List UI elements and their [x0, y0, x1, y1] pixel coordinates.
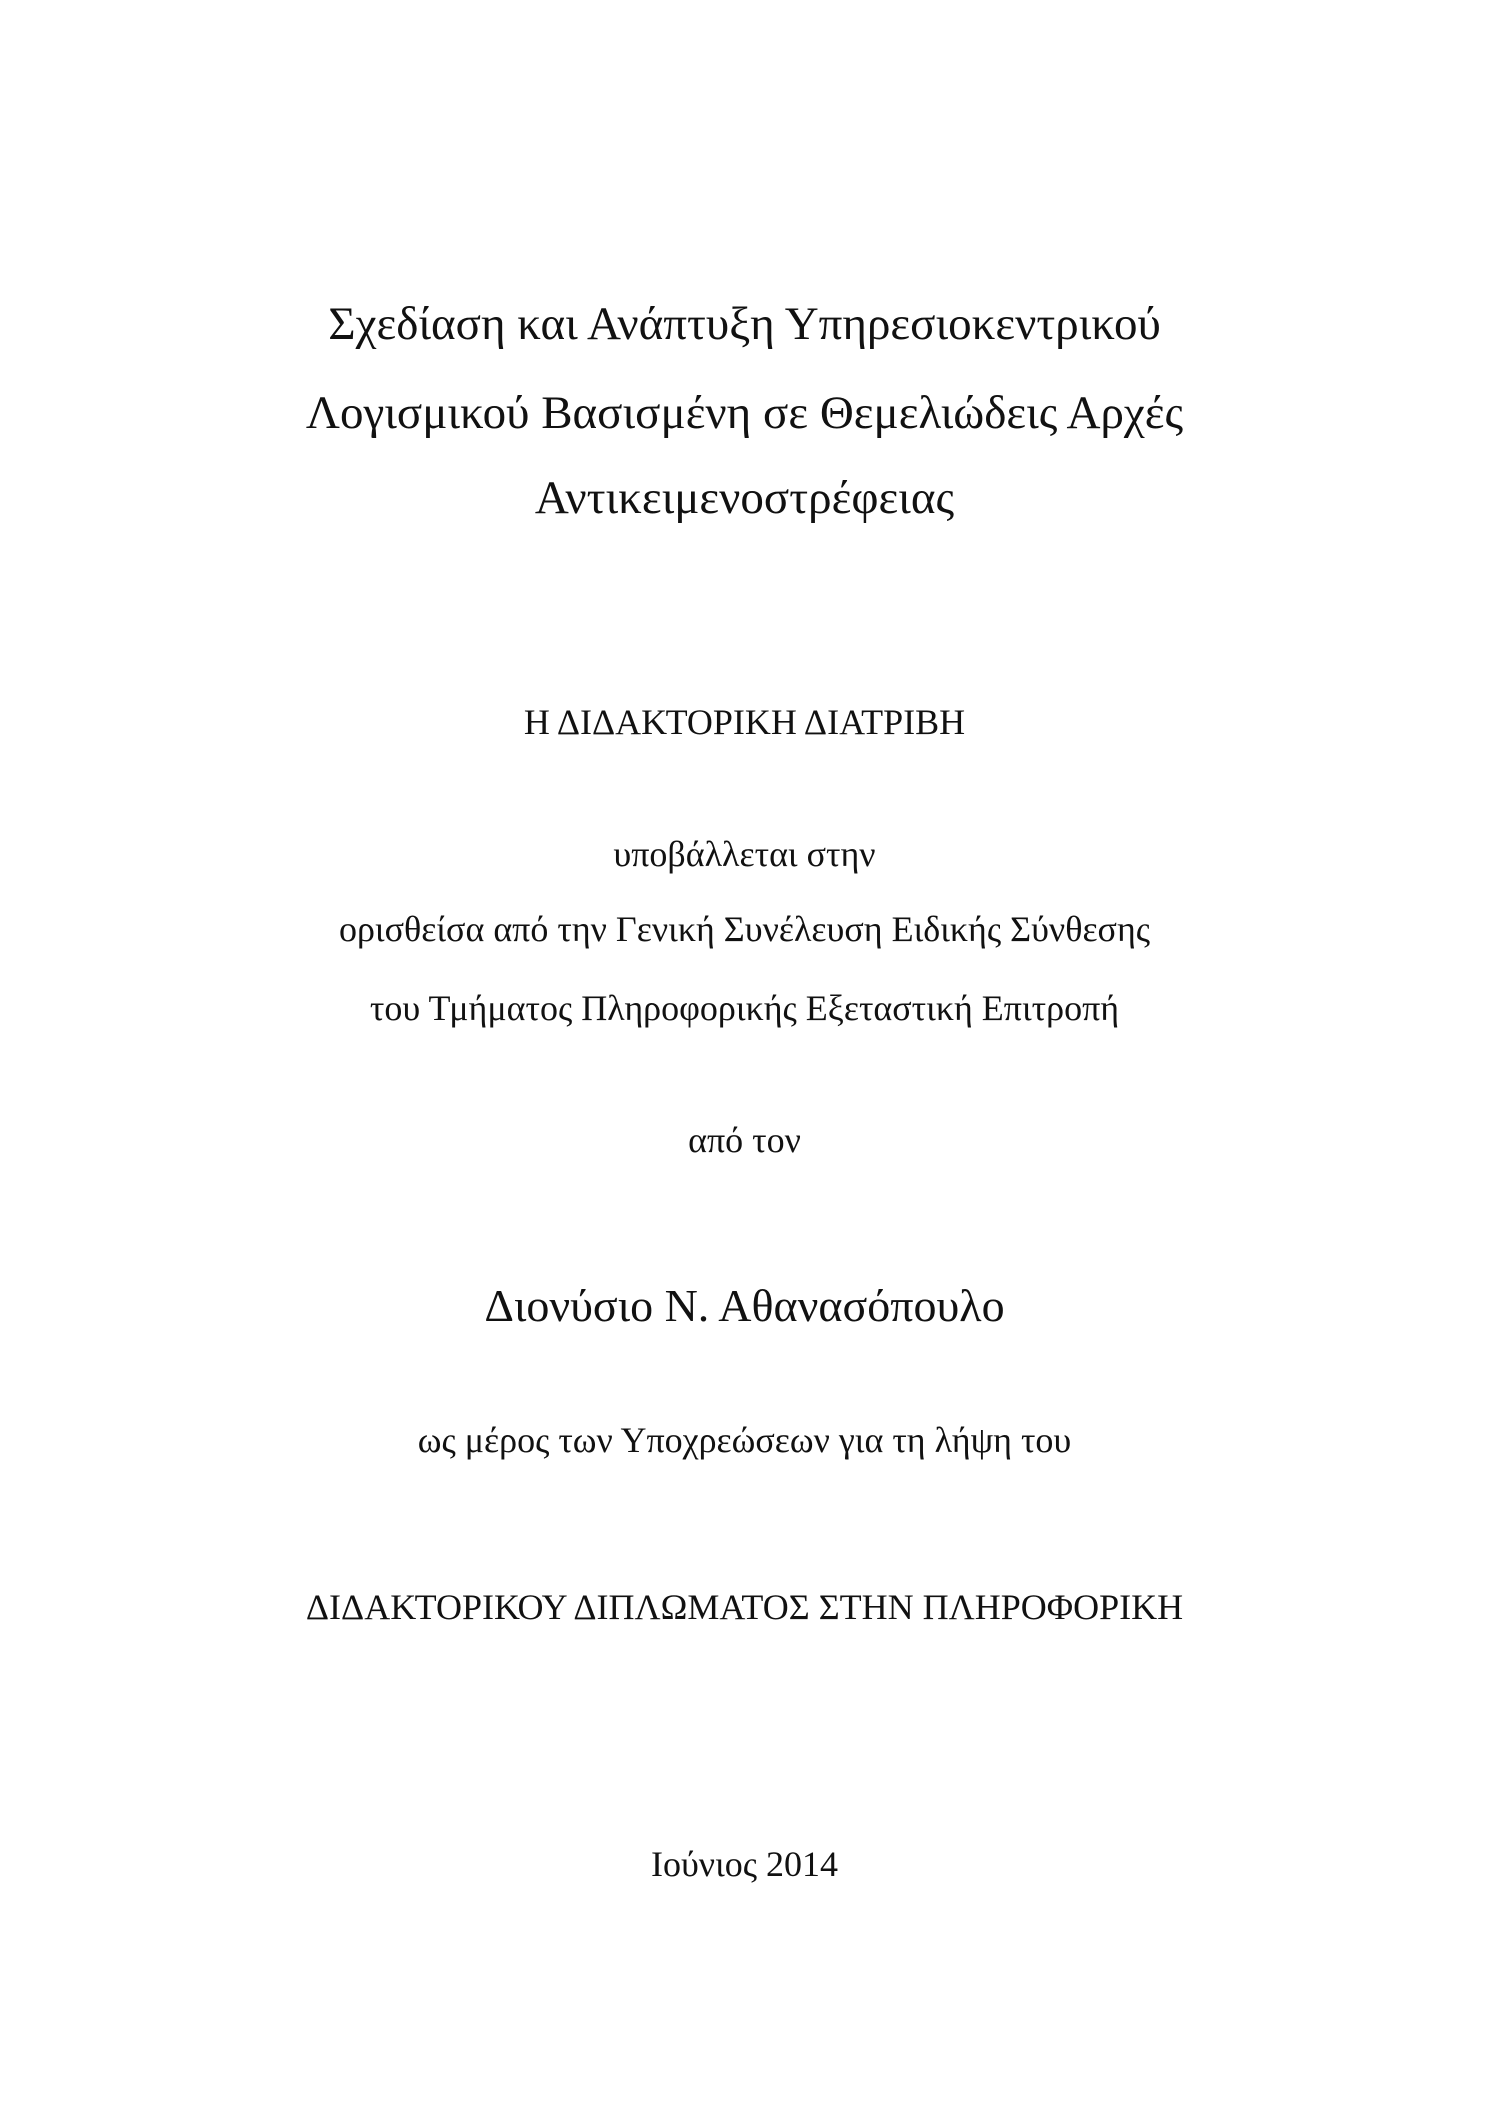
- submission-date: Ιούνιος 2014: [650, 1844, 839, 1884]
- submission-line-3: του Τμήματος Πληροφορικής Εξεταστική Επιτροπή: [369, 988, 1120, 1028]
- requirement-text: ως μέρος των Υποχρεώσεων για τη λήψη του: [417, 1420, 1072, 1460]
- thesis-type: Η ΔΙΔΑΚΤΟΡΙΚΗ ΔΙΑΤΡΙΒΗ: [523, 702, 966, 742]
- by-label: από τον: [688, 1120, 801, 1160]
- thesis-title-line-3: Αντικειμενοστρέφειας: [534, 472, 955, 524]
- thesis-title-line-2: Λογισμικού Βασισμένη σε Θεμελιώδεις Αρχές: [305, 387, 1184, 439]
- degree-name: ΔΙΔΑΚΤΟΡΙΚΟΥ ΔΙΠΛΩΜΑΤΟΣ ΣΤΗΝ ΠΛΗΡΟΦΟΡΙΚΗ: [305, 1587, 1184, 1627]
- thesis-title-line-1: Σχεδίαση και Ανάπτυξη Υπηρεσιοκεντρικού: [328, 298, 1161, 350]
- author-name: Διονύσιο Ν. Αθανασόπουλο: [484, 1280, 1005, 1331]
- submission-line-2: ορισθείσα από την Γενική Συνέλευση Ειδικής Σύνθεσης: [338, 909, 1151, 949]
- submission-line-1: υποβάλλεται στην: [613, 834, 876, 874]
